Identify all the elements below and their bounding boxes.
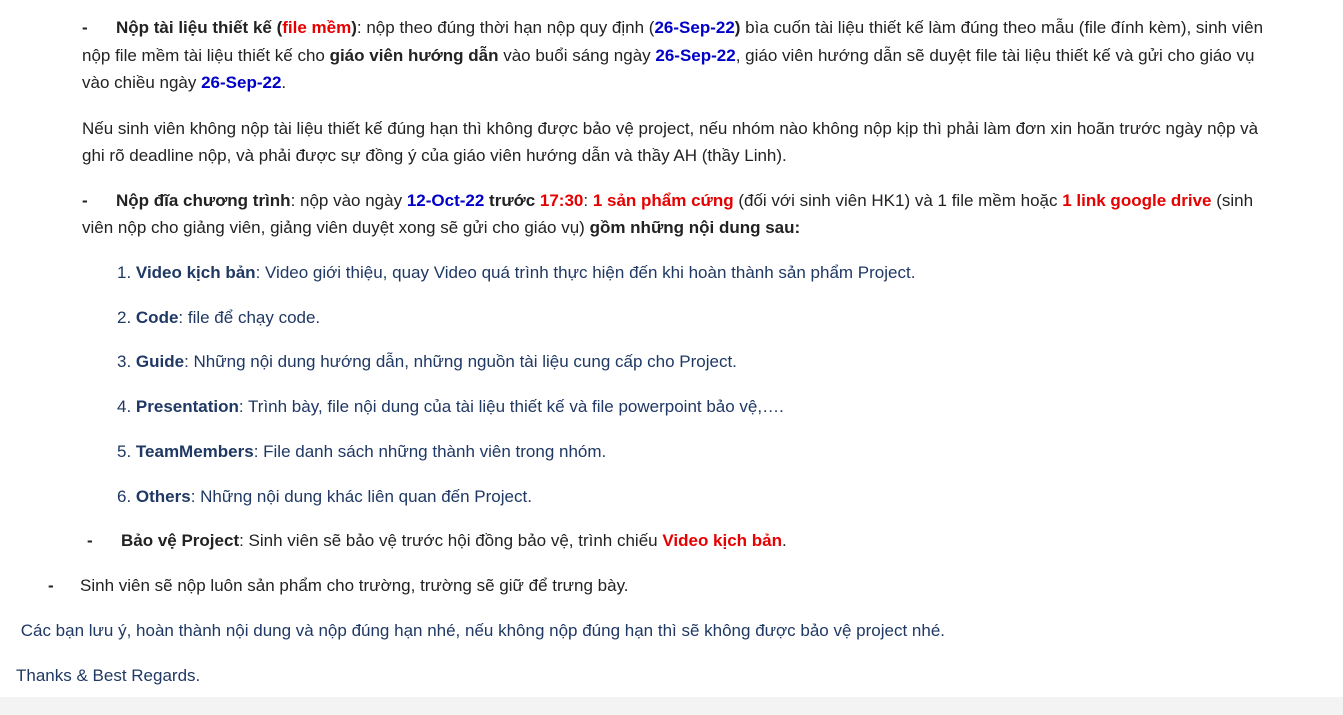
list-item: 3. Guide: Những nội dung hướng dẫn, những nguồn tài liệu cung cấp cho Project. <box>117 352 737 371</box>
item-term: Presentation <box>135 397 239 416</box>
bullet-dash: - <box>82 191 88 210</box>
section-program-disk-line-1: Nộp đĩa chương trình: nộp vào ngày 12-Oct-22 trước 17:30: 1 sản phẩm cứng (đối với sinh viên HK1) và 1 file mềm hoặc 1 link google drive (sinh <box>116 191 1254 210</box>
bullet-dash: - <box>48 576 54 595</box>
hard-product-label: 1 sản phẩm cứng <box>592 191 734 210</box>
soft-file-label: file mềm <box>282 18 352 37</box>
list-item: 4. Presentation: Trình bày, file nội dung của tài liệu thiết kế và file powerpoint bảo vệ,…. <box>117 397 784 416</box>
deadline-date: 26-Sep-22 <box>655 46 736 65</box>
list-item: 6. Others: Những nội dung khác liên quan đến Project. <box>117 487 532 506</box>
bullet-dash: - <box>87 531 93 550</box>
signoff-regards: Thanks & Best Regards. <box>16 666 201 685</box>
late-submission-note-line-1: Nếu sinh viên không nộp tài liệu thiết kế đúng hạn thì không được bảo vệ project, nếu nhóm nào không nộp kịp thì phải làm đơn xin hoãn trước ngày nộp và <box>82 119 1259 138</box>
item-term: Others <box>135 487 191 506</box>
list-item: 1. Video kịch bản: Video giới thiệu, quay Video quá trình thực hiện đến khi hoàn thành sản phẩm Project. <box>117 263 916 282</box>
section-design-doc-line-2: nộp file mềm tài liệu thiết kế cho giáo viên hướng dẫn vào buổi sáng ngày 26-Sep-22, giáo viên hướng dẫn sẽ duyệt file tài liệu thiết kế và gửi cho giáo vụ <box>82 46 1255 65</box>
closing-reminder: Các bạn lưu ý, hoàn thành nội dung và nộp đúng hạn nhé, nếu không nộp đúng hạn thì sẽ không được bảo vệ project nhé. <box>16 621 945 640</box>
item-term: Code <box>135 308 179 327</box>
program-deadline-time: 17:30 <box>539 191 584 210</box>
bullet-dash: - <box>82 18 88 37</box>
section-program-disk-line-2: viên nộp cho giảng viên, giảng viên duyệt xong sẽ gửi cho giáo vụ) gồm những nội dung sau: <box>82 218 801 237</box>
list-item: 5. TeamMembers: File danh sách những thành viên trong nhóm. <box>117 442 607 461</box>
advisor-label: giáo viên hướng dẫn <box>329 46 499 65</box>
item-term: Video kịch bản <box>135 263 256 282</box>
section-design-doc-line-3: vào chiều ngày 26-Sep-22. <box>82 73 287 92</box>
section-product-display: Sinh viên sẽ nộp luôn sản phẩm cho trường, trường sẽ giữ để trưng bày. <box>80 576 629 595</box>
deadline-date: 26-Sep-22 <box>654 18 735 37</box>
video-script-label: Video kịch bản <box>662 531 783 550</box>
deadline-date: 26-Sep-22 <box>201 73 282 92</box>
footer-bar <box>0 697 1343 715</box>
item-term: Guide <box>135 352 185 371</box>
section-defense-title: Bảo vệ Project <box>121 531 240 550</box>
late-submission-note-line-2: ghi rõ deadline nộp, và phải được sự đồng ý của giáo viên hướng dẫn và thầy AH (thầy Linh). <box>82 146 787 165</box>
google-drive-link-label: 1 link google drive <box>1062 191 1212 210</box>
section-defense: Bảo vệ Project: Sinh viên sẽ bảo vệ trước hội đồng bảo vệ, trình chiếu Video kịch bản. <box>121 531 787 550</box>
program-deadline-date: 12-Oct-22 <box>406 191 485 210</box>
section-design-doc-line-1: Nộp tài liệu thiết kế (file mềm): nộp theo đúng thời hạn nộp quy định (26-Sep-22) bìa cuốn tài liệu thiết kế làm đúng theo mẫu (file đính kèm), sinh viên <box>116 18 1264 37</box>
section-program-disk-title: Nộp đĩa chương trình <box>116 191 291 210</box>
section-design-doc-title: Nộp tài liệu thiết kế <box>116 18 272 37</box>
item-term: TeamMembers <box>135 442 254 461</box>
list-item: 2. Code: file để chạy code. <box>117 308 321 327</box>
